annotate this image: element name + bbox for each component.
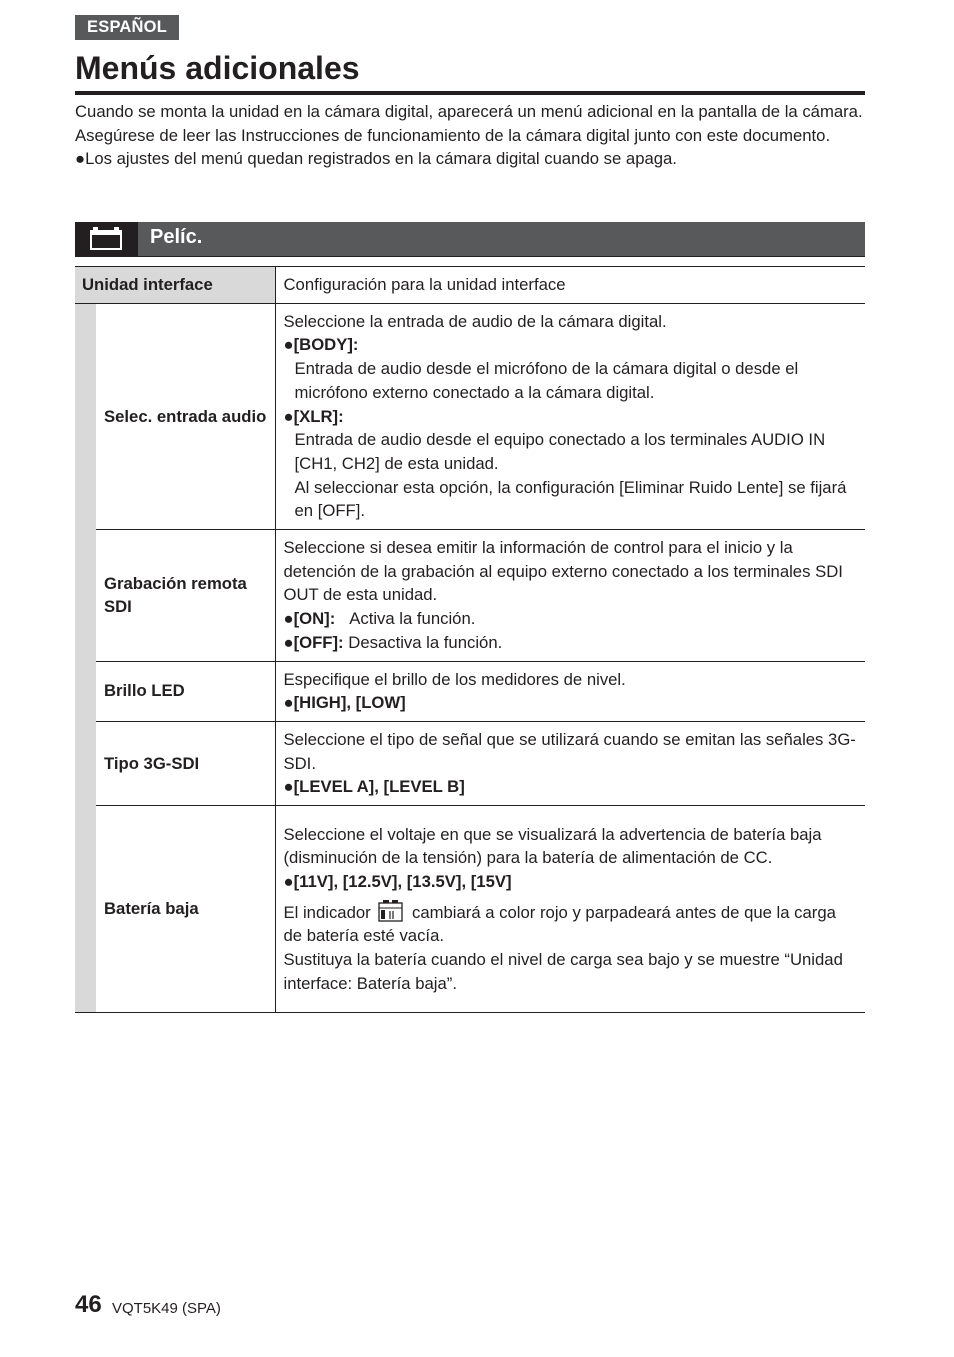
table-row [75, 721, 865, 805]
intro-line-2: Asegúrese de leer las Instrucciones de funcionamiento de la cámara digital junto con este documento. [75, 125, 831, 145]
title-divider [75, 91, 865, 95]
audio-option-body: ●[BODY]: [283, 335, 359, 355]
row-desc-bateria [275, 806, 865, 1013]
audio-option-body-desc: Entrada de audio desde el micrófono de la cámara digital o desde el micrófono externo conectado a la cámara digital. [294, 359, 799, 402]
led-line: Especifique el brillo de los medidores de nivel. [283, 669, 626, 689]
movie-icon [89, 226, 123, 252]
row-name-led: Brillo LED [96, 661, 275, 721]
row-name-bateria: Batería baja [96, 806, 275, 1013]
bateria-replace-line: Sustituya la batería cuando el nivel de carga sea bajo y se muestre “Unidad interface: Batería baja”. [283, 950, 843, 993]
table-header-name: Unidad interface [75, 267, 275, 304]
row-name-audio: Selec. entrada audio [96, 303, 275, 529]
battery-warning-icon [378, 899, 404, 923]
audio-line: Seleccione la entrada de audio de la cámara digital. [283, 311, 667, 331]
audio-option-xlr: ●[XLR]: [283, 406, 344, 426]
bateria-indicator-post: cambiará a color rojo y parpadeará antes de que la carga de batería esté vacía. [283, 902, 836, 946]
audio-option-xlr-note: Al seleccionar esta opción, la configuración [Eliminar Ruido Lente] se fijará en [OFF]. [294, 477, 847, 521]
page-title: Menús adicionales [75, 50, 360, 86]
language-tag: ESPAÑOL [75, 15, 179, 40]
intro-text [75, 100, 865, 171]
table-header-row [75, 267, 865, 304]
menu-table [75, 266, 865, 1013]
sdi-on-label: ●[ON]: [283, 609, 336, 629]
audio-option-xlr-desc: Entrada de audio desde el equipo conectado a los terminales AUDIO IN [CH1, CH2] de esta unidad. [294, 430, 826, 473]
table-header-desc: Configuración para la unidad interface [275, 267, 865, 304]
row-desc-audio [275, 303, 865, 529]
bateria-options: ●[11V], [12.5V], [13.5V], [15V] [283, 872, 512, 891]
sdi-off-desc: Desactiva la función. [348, 632, 503, 652]
row-desc-sdi [275, 530, 865, 662]
sdi-option-on [284, 607, 858, 631]
bateria-line: Seleccione el voltaje en que se visualizará la advertencia de batería baja (disminución de la tensión) para la batería de alimentación de CC. [283, 824, 822, 868]
table-row [75, 303, 865, 529]
movie-icon-box [75, 222, 138, 256]
sdi-off-label: ●[OFF]: [283, 632, 344, 652]
bateria-indicator-pre: El indicador [283, 902, 371, 922]
intro-line-1: Cuando se monta la unidad en la cámara digital, aparecerá un menú adicional en la pantalla de la cámara. [75, 102, 863, 121]
led-options: ●[HIGH], [LOW] [283, 693, 406, 713]
sdi-option-off [284, 631, 858, 655]
sdi-on-desc: Activa la función. [349, 609, 476, 629]
page-number: 46 [75, 1291, 102, 1318]
row-name-sdi: Grabación remota SDI [96, 530, 275, 662]
tipo-options: ●[LEVEL A], [LEVEL B] [283, 777, 465, 797]
row-desc-led [275, 661, 865, 721]
table-row [75, 530, 865, 662]
section-header-movie [75, 222, 865, 257]
row-name-3g-sdi: Tipo 3G-SDI [96, 721, 275, 805]
table-row [75, 806, 865, 1013]
table-gutter [75, 303, 96, 1012]
bateria-indicator-line [284, 899, 858, 948]
row-desc-3g-sdi [275, 721, 865, 805]
table-row [75, 661, 865, 721]
sdi-line: Seleccione si desea emitir la información de control para el inicio y la detención de la grabación al equipo externo conectado a los terminales SDI OUT de esta unidad. [283, 538, 843, 605]
document-code: VQT5K49 (SPA) [112, 1300, 221, 1317]
tipo-line: Seleccione el tipo de señal que se utilizará cuando se emitan las señales 3G-SDI. [283, 729, 856, 773]
intro-note: ●Los ajustes del menú quedan registrados en la cámara digital cuando se apaga. [75, 149, 677, 169]
section-label: Pelíc. [150, 226, 203, 248]
